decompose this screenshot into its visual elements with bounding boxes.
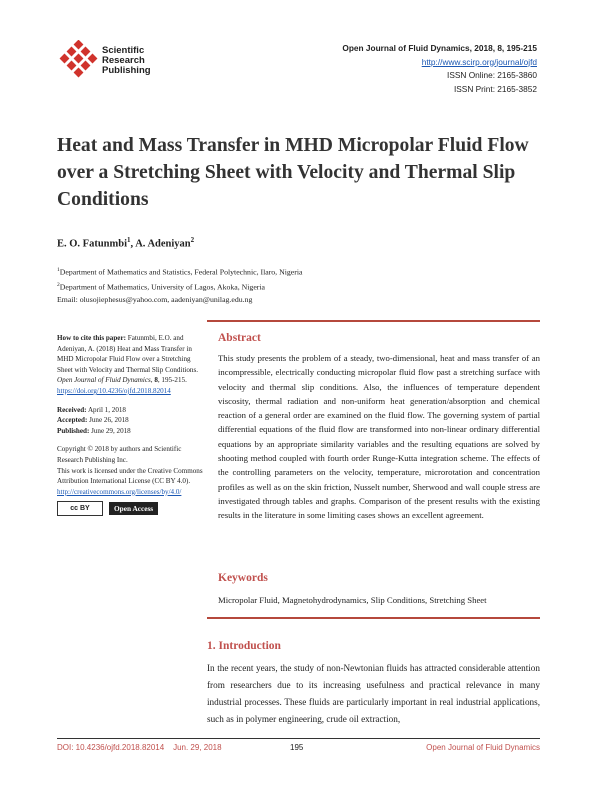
- publisher-line-2: Research: [102, 55, 145, 66]
- abstract-top-rule: [207, 320, 540, 322]
- license-badges: [57, 501, 203, 516]
- citation-doi-link[interactable]: https://doi.org/10.4236/ojfd.2018.82014: [57, 386, 171, 395]
- author-1: E. O. Fatunmbi: [57, 238, 128, 250]
- footer-doi: DOI: 10.4236/ojfd.2018.82014 Jun. 29, 2018: [57, 743, 222, 752]
- author-2: A. Adeniyan: [135, 238, 191, 250]
- affiliations: [57, 264, 302, 306]
- open-access-badge: Open Access: [109, 502, 158, 515]
- accepted-date: June 26, 2018: [89, 416, 129, 425]
- affiliation-1-marker: 1: [57, 267, 60, 273]
- footer-rule: [57, 738, 540, 739]
- journal-header: [342, 42, 537, 96]
- introduction-heading: 1. Introduction: [207, 640, 281, 652]
- author-emails: Email: olusojiephesus@yahoo.com, aadeniyan@unilag.edu.ng: [57, 294, 253, 304]
- author-1-affil: 1: [127, 236, 131, 244]
- keywords-heading: Keywords: [218, 572, 268, 584]
- published-date: June 29, 2018: [91, 426, 131, 435]
- received-date: April 1, 2018: [87, 405, 126, 414]
- cc-by-icon[interactable]: cc BY: [57, 501, 103, 516]
- citation-block: How to cite this paper: Fatunmbi, E.O. and Adeniyan, A. (2018) Heat and Mass Transfer in MHD Micropolar Fluid Flow over a Stretching Sheet with Velocity and Thermal Slip Conditions. Open Journal of Fluid Dynamics, 8, 195-215. https://doi.org/10.4236/ojfd.2018.82014: [57, 334, 199, 395]
- citation-label: How to cite this paper:: [57, 334, 126, 342]
- affiliation-2: [57, 279, 302, 294]
- author-list: [57, 236, 194, 250]
- citation-text: Fatunmbi, E.O. and Adeniyan, A. (2018) Heat and Mass Transfer in MHD Micropolar Fluid Flow over a Stretching Sheet with Velocity and Thermal Slip Conditions.: [57, 334, 199, 374]
- article-info-sidebar: [57, 333, 203, 516]
- footer-journal: Open Journal of Fluid Dynamics: [426, 743, 540, 752]
- license-notice: This work is licensed under the Creative Commons Attribution International License (CC BY 4.0).: [57, 466, 203, 486]
- license-link[interactable]: http://creativecommons.org/licenses/by/4.0/: [57, 487, 182, 496]
- journal-citation: Open Journal of Fluid Dynamics, 2018, 8, 195-215: [342, 43, 537, 53]
- affiliation-2-text: Department of Mathematics, University of Lagos, Akoka, Nigeria: [59, 282, 266, 292]
- abstract-heading: Abstract: [218, 332, 261, 344]
- srp-diamond-logo-icon: [58, 40, 98, 80]
- publisher-name: [102, 46, 151, 76]
- keywords-text: Micropolar Fluid, Magnetohydrodynamics, Slip Conditions, Stretching Sheet: [218, 595, 487, 605]
- page-number: 195: [290, 743, 304, 752]
- publisher-line-1: Scientific: [102, 45, 145, 56]
- affiliation-2-marker: 2: [57, 281, 60, 288]
- citation-pages: , 195-215.: [157, 376, 187, 385]
- issn-print: ISSN Print: 2165-3852: [453, 83, 537, 94]
- citation-volume: 8: [154, 376, 158, 385]
- affiliation-1-text: Department of Mathematics and Statistics, Federal Polytechnic, Ilaro, Nigeria: [59, 267, 303, 277]
- publisher-line-3: Publishing: [102, 65, 151, 76]
- introduction-text: In the recent years, the study of non-Newtonian fluids has attracted considerable attention from researchers due to its increasing usefulness and practical relevance in many industrial processes. These fluids are particularly important in real industrial applications, such as in polymer engineering, crude oil extraction,: [207, 663, 540, 724]
- author-separator: ,: [130, 238, 136, 250]
- accepted-label: Accepted:: [57, 416, 88, 425]
- copyright-block: [57, 444, 203, 497]
- abstract-text: This study presents the problem of a steady, two-dimensional, heat and mass transfer of an incompressible, electrically conducting micropolar fluid flow past a stretching surface with velocity and thermal slip conditions. Also, the influences of temperature dependent viscosity, thermal radiation and non-uniform heat generation/absorption and chemical reaction of a general order are examined on the fluid flow. The governing system of partial differential equations of the fluid flow are transformed into non-linear ordinary differential equations by an appropriate similarity variables and the resulting equations are solved by shooting method coupled with fourth order Runge-Kutta integration scheme. The effects of the controlling parameters on the velocity, temperature, microrotation and concentration profiles as well as on the skin friction, Nusselt number, Sherwood and wall couple stress are investigated through tables and graphs. Comparison of the present results with the existing results in the literature in some limiting cases shows an excellent agreement.: [218, 353, 540, 521]
- dates-block: [57, 405, 203, 437]
- citation-journal: Open Journal of Fluid Dynamics: [57, 376, 151, 385]
- affiliation-1: [57, 264, 302, 279]
- received-label: Received:: [57, 405, 87, 414]
- intro-top-rule: [207, 617, 540, 619]
- issn-online: ISSN Online: 2165-3860: [447, 70, 537, 80]
- journal-url-link[interactable]: http://www.scirp.org/journal/ojfd: [421, 56, 537, 67]
- copyright-notice: Copyright © 2018 by authors and Scientific Research Publishing Inc.: [57, 445, 182, 464]
- published-label: Published:: [57, 426, 90, 435]
- paper-title: Heat and Mass Transfer in MHD Micropolar Fluid Flow over a Stretching Sheet with Velocity and Thermal Slip Conditions: [57, 135, 529, 210]
- author-2-affil: 2: [190, 236, 195, 244]
